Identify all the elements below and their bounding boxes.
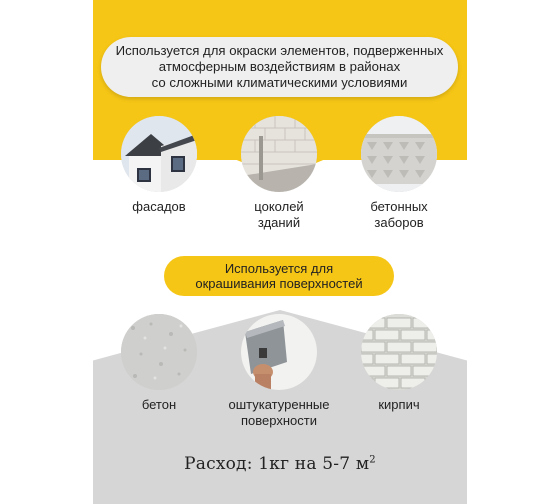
surfaces-line-2: окрашивания поверхностей (195, 276, 363, 291)
plastered-label: оштукатуренные поверхности (228, 397, 330, 428)
usage-line-1: Используется для окраски элементов, подверженных (115, 43, 444, 58)
usage-description-banner (101, 37, 458, 97)
plaster-trowel-icon (241, 314, 317, 390)
usage-line-3: со сложными климатическими условиями (151, 75, 408, 90)
facades-label: фасадов (132, 199, 186, 214)
fences-label: бетонных заборов (370, 199, 428, 230)
surfaces-line-1: Используется для (224, 261, 334, 276)
concrete-label: бетон (141, 397, 177, 412)
consumption-unit-sup: 2 (369, 454, 376, 466)
concrete-texture-icon (121, 314, 197, 390)
consumption-rate (120, 454, 440, 474)
consumption-text: Расход: 1кг на 5-7 м (184, 454, 370, 474)
concrete-fence-icon (361, 116, 437, 192)
surfaces-banner (164, 256, 394, 296)
usage-line-2: атмосферным воздействиям в районах (158, 59, 401, 74)
house-facade-icon (121, 116, 197, 192)
plinths-label: цоколей зданий (254, 199, 304, 230)
brick-wall-icon (361, 314, 437, 390)
building-plinth-icon (241, 116, 317, 192)
brick-label: кирпич (378, 397, 420, 412)
